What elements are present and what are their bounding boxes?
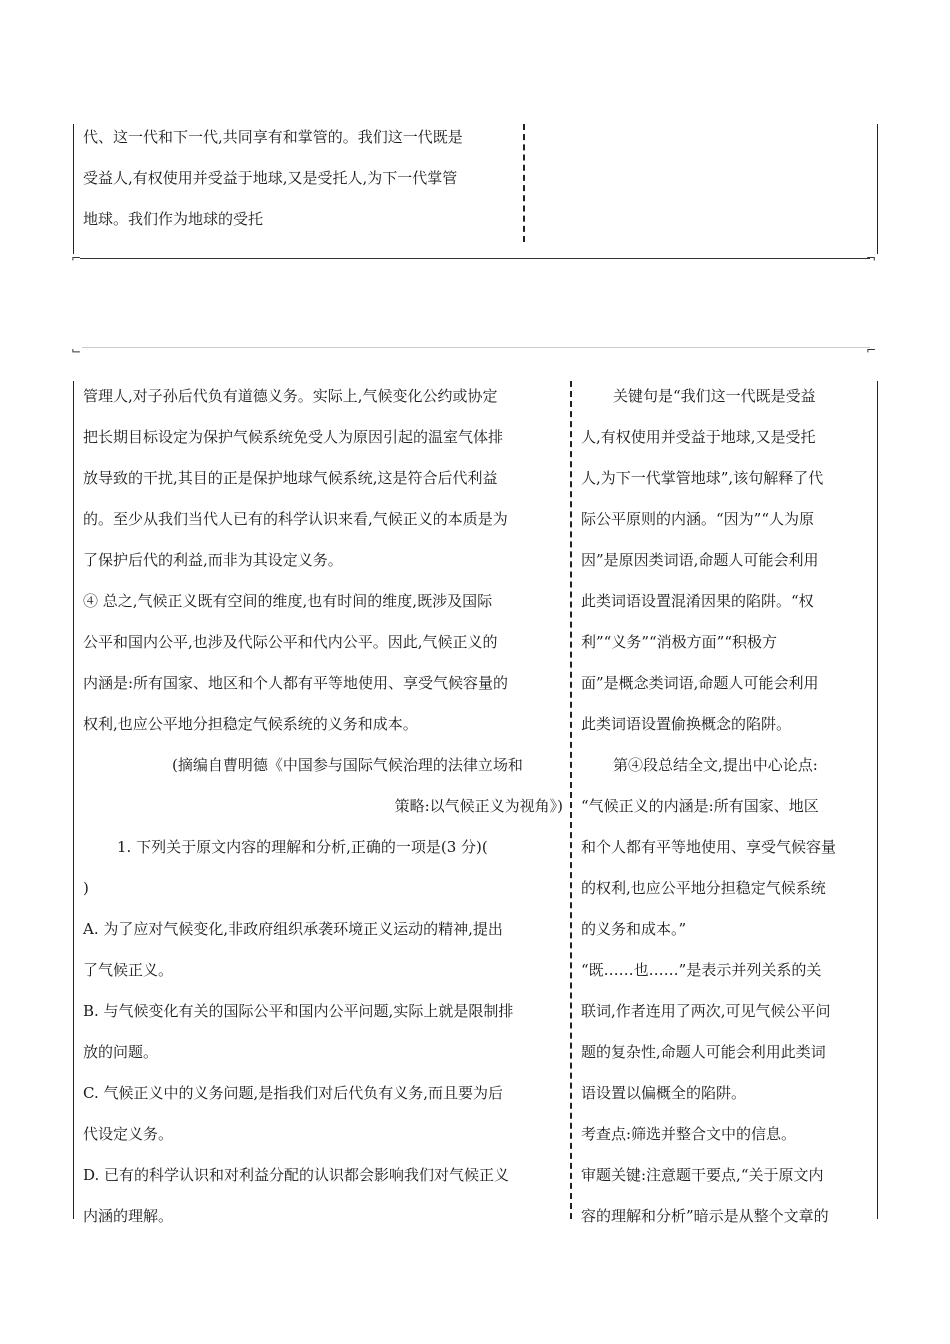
panel2-top-border: [82, 347, 870, 348]
panel2-column-divider: [570, 381, 572, 1219]
text-line: 了保护后代的利益,而非为其设定义务。: [83, 551, 343, 569]
option-b[interactable]: B. 与气候变化有关的国际公平和国内公平问题,实际上就是限制排: [83, 1002, 514, 1020]
text-line: 代、这一代和下一代,共同享有和掌管的。我们这一代既是: [83, 128, 463, 146]
text-line: 利”“义务”“消极方面”“积极方: [581, 633, 778, 651]
text-line: 题的复杂性,命题人可能会利用此类词: [581, 1043, 826, 1061]
text-line: 公平和国内公平,也涉及代际公平和代内公平。因此,气候正义的: [83, 633, 498, 651]
text-line: 地球。我们作为地球的受托: [83, 210, 264, 228]
source-citation: (摘编自曹明德《中国参与国际气候治理的法律立场和: [172, 756, 523, 774]
panel2-left-border: [73, 381, 74, 1219]
option-b[interactable]: 放的问题。: [83, 1043, 159, 1061]
text-line: 此类词语设置混淆因果的陷阱。“权: [581, 592, 814, 610]
corner-mark-icon: ⌐: [71, 251, 82, 265]
text-line: 容的理解和分析”暗示是从整个文章的: [581, 1207, 829, 1225]
panel1-column-divider: [523, 124, 525, 242]
question-stem: ): [83, 879, 89, 897]
review-key: 审题关键:注意题干要点,“关于原文内: [581, 1166, 824, 1184]
text-line: 把长期目标设定为保护气候系统免受人为原因引起的温室气体排: [83, 428, 504, 446]
panel1-left-text: [83, 117, 463, 240]
text-line: 内涵是:所有国家、地区和个人都有平等地使用、享受气候容量的: [83, 674, 509, 692]
exam-point: 考查点:筛选并整合文中的信息。: [581, 1125, 797, 1143]
option-c[interactable]: C. 气候正义中的义务问题,是指我们对后代负有义务,而且要为后: [83, 1084, 504, 1102]
text-line: 联词,作者连用了两次,可见气候公平问: [581, 1002, 831, 1020]
panel1-bottom-border: [80, 258, 870, 259]
text-line: 管理人,对子孙后代负有道德义务。实际上,气候变化公约或协定: [83, 387, 498, 405]
text-line: 的权利,也应公平地分担稳定气候系统: [581, 879, 826, 897]
question-stem: 1. 下列关于原文内容的理解和分析,正确的一项是(3 分)(: [117, 838, 488, 856]
option-a[interactable]: A. 为了应对气候变化,非政府组织承袭环境正义运动的精神,提出: [83, 920, 503, 938]
text-line: 受益人,有权使用并受益于地球,又是受托人,为下一代掌管: [83, 169, 458, 187]
text-line: 面”是概念类词语,命题人可能会利用: [581, 674, 819, 692]
text-line: 和个人都有平等地使用、享受气候容量: [581, 838, 837, 856]
text-line: 的。至少从我们当代人已有的科学认识来看,气候正义的本质是为: [83, 510, 508, 528]
text-line: “既……也……”是表示并列关系的关: [581, 961, 822, 979]
text-line: 人,为下一代掌管地球”,该句解释了代: [581, 469, 824, 487]
text-line: “气候正义的内涵是:所有国家、地区: [581, 797, 819, 815]
corner-mark-icon: ¬: [866, 251, 877, 265]
text-line: 因”是原因类词语,命题人可能会利用: [581, 551, 819, 569]
option-d[interactable]: 内涵的理解。: [83, 1207, 174, 1225]
panel2-left-text: [83, 376, 563, 1237]
panel2-right-border: [877, 381, 878, 1219]
panel2-right-commentary: [581, 376, 871, 1237]
corner-mark-icon: ⌐: [866, 343, 877, 357]
panel1-left-border: [73, 124, 74, 254]
text-line: 关键句是“我们这一代既是受益: [613, 387, 816, 405]
text-line: 的义务和成本。”: [581, 920, 687, 938]
text-line: ④ 总之,气候正义既有空间的维度,也有时间的维度,既涉及国际: [83, 592, 493, 610]
panel1-right-border: [877, 124, 878, 254]
text-line: 第④段总结全文,提出中心论点:: [613, 756, 818, 774]
text-line: 权利,也应公平地分担稳定气候系统的义务和成本。: [83, 715, 418, 733]
option-a[interactable]: 了气候正义。: [83, 961, 174, 979]
text-line: 际公平原则的内涵。“因为”“人为原: [581, 510, 815, 528]
corner-mark-icon: ⌙: [71, 343, 82, 357]
text-line: 此类词语设置偷换概念的陷阱。: [581, 715, 792, 733]
text-line: 放导致的干扰,其目的正是保护地球气候系统,这是符合后代利益: [83, 469, 498, 487]
option-d[interactable]: D. 已有的科学认识和对利益分配的认识都会影响我们对气候正义: [83, 1166, 510, 1184]
text-line: 语设置以偏概全的陷阱。: [581, 1084, 747, 1102]
source-citation: 策略:以气候正义为视角》): [394, 797, 563, 815]
text-line: 人,有权使用并受益于地球,又是受托: [581, 428, 816, 446]
option-c[interactable]: 代设定义务。: [83, 1125, 174, 1143]
